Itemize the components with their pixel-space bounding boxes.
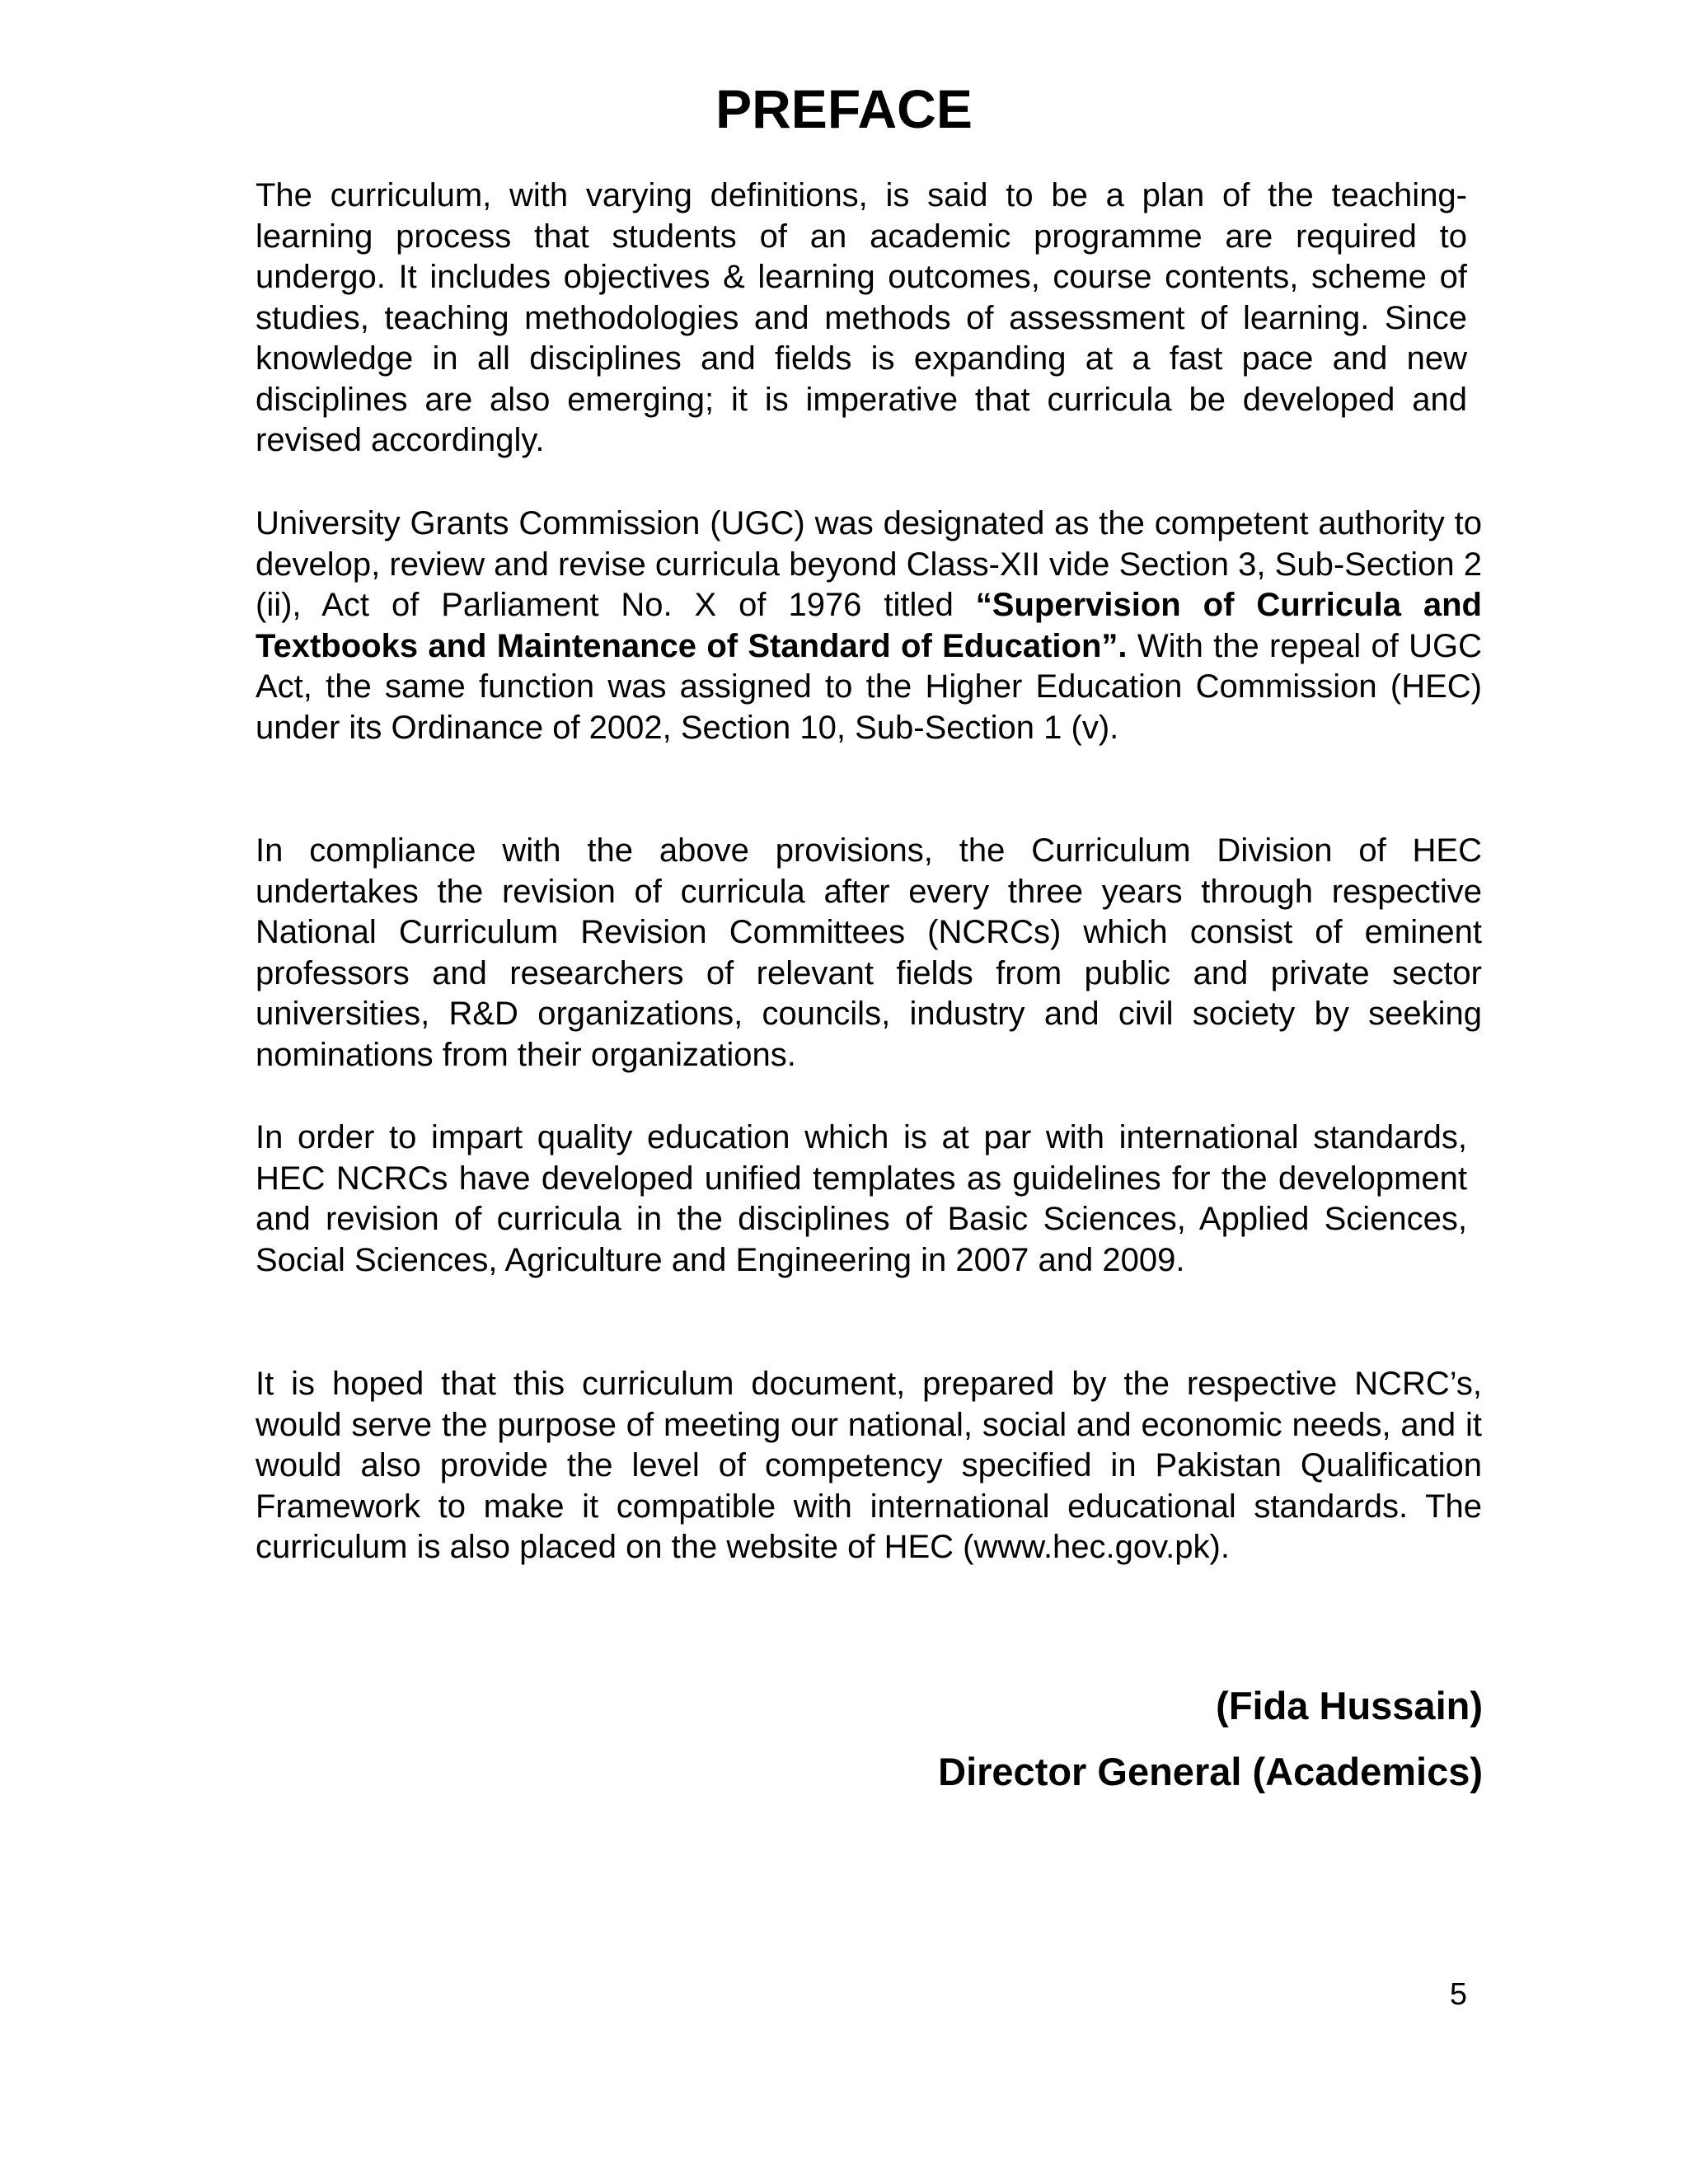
page-title: PREFACE: [715, 78, 973, 139]
paragraph-curriculum-purpose: It is hoped that this curriculum document, prepared by the respective NCRC’s, would serve the purpose of meeting our national, social and economic needs, and it would also provide the level of competency specified in Pakistan Qualification Framework to make it compatible with international educational standards. The curriculum is also placed on the website of HEC (www.hec.gov.pk).: [256, 1366, 1482, 1565]
paragraph-ugc-authority: [256, 504, 1482, 748]
paragraph-ugc-text-end: With the repeal of UGC Act, the same function was assigned to the Higher Education Commission (HEC) under its Ordinance of 2002, Section 10, Sub-Section 1 (v).: [256, 627, 1483, 746]
paragraph-curriculum-definition: The curriculum, with varying definitions, is said to be a plan of the teaching-learning process that students of an academic programme are required to undergo. It includes objectives & learning outcomes, course contents, scheme of studies, teaching methodologies and methods of assessment of learning. Since knowledge in all disciplines and fields is expanding at a fast pace and new disciplines are also emerging; it is imperative that curricula be developed and revised accordingly.: [256, 177, 1467, 458]
paragraph-hec-compliance: In compliance with the above provisions, the Curriculum Division of HEC undertakes the revision of curricula after every three years through respective National Curriculum Revision Committees (NCRCs) which consist of eminent professors and researchers of relevant fields from public and private sector universities, R&D organizations, councils, industry and civil society by seeking nominations from their organizations.: [256, 832, 1482, 1073]
paragraph-ugc-text-start: University Grants Commission (UGC) was designated as the competent authority to develop, review and revise curricula beyond Class-XII vide Section 3, Sub-Section 2 (ii), Act of Parliament No. X of 1976 titled: [256, 505, 1482, 623]
signatory-name: (Fida Hussain): [1216, 1684, 1483, 1727]
signatory-designation: Director General (Academics): [938, 1750, 1483, 1793]
paragraph-unified-templates: In order to impart quality education which is at par with international standards, HEC NCRCs have developed unified templates as guidelines for the development and revision of curricula in the disciplines of Basic Sciences, Applied Sciences, Social Sciences, Agriculture and Engineering in 2007 and 2009.: [256, 1119, 1467, 1278]
page-number: 5: [1449, 1977, 1467, 2012]
signature-block: [938, 1673, 1483, 1805]
act-title-bold: “Supervision of Curricula and Textbooks and Maintenance of Standard of Education”.: [256, 587, 1482, 664]
